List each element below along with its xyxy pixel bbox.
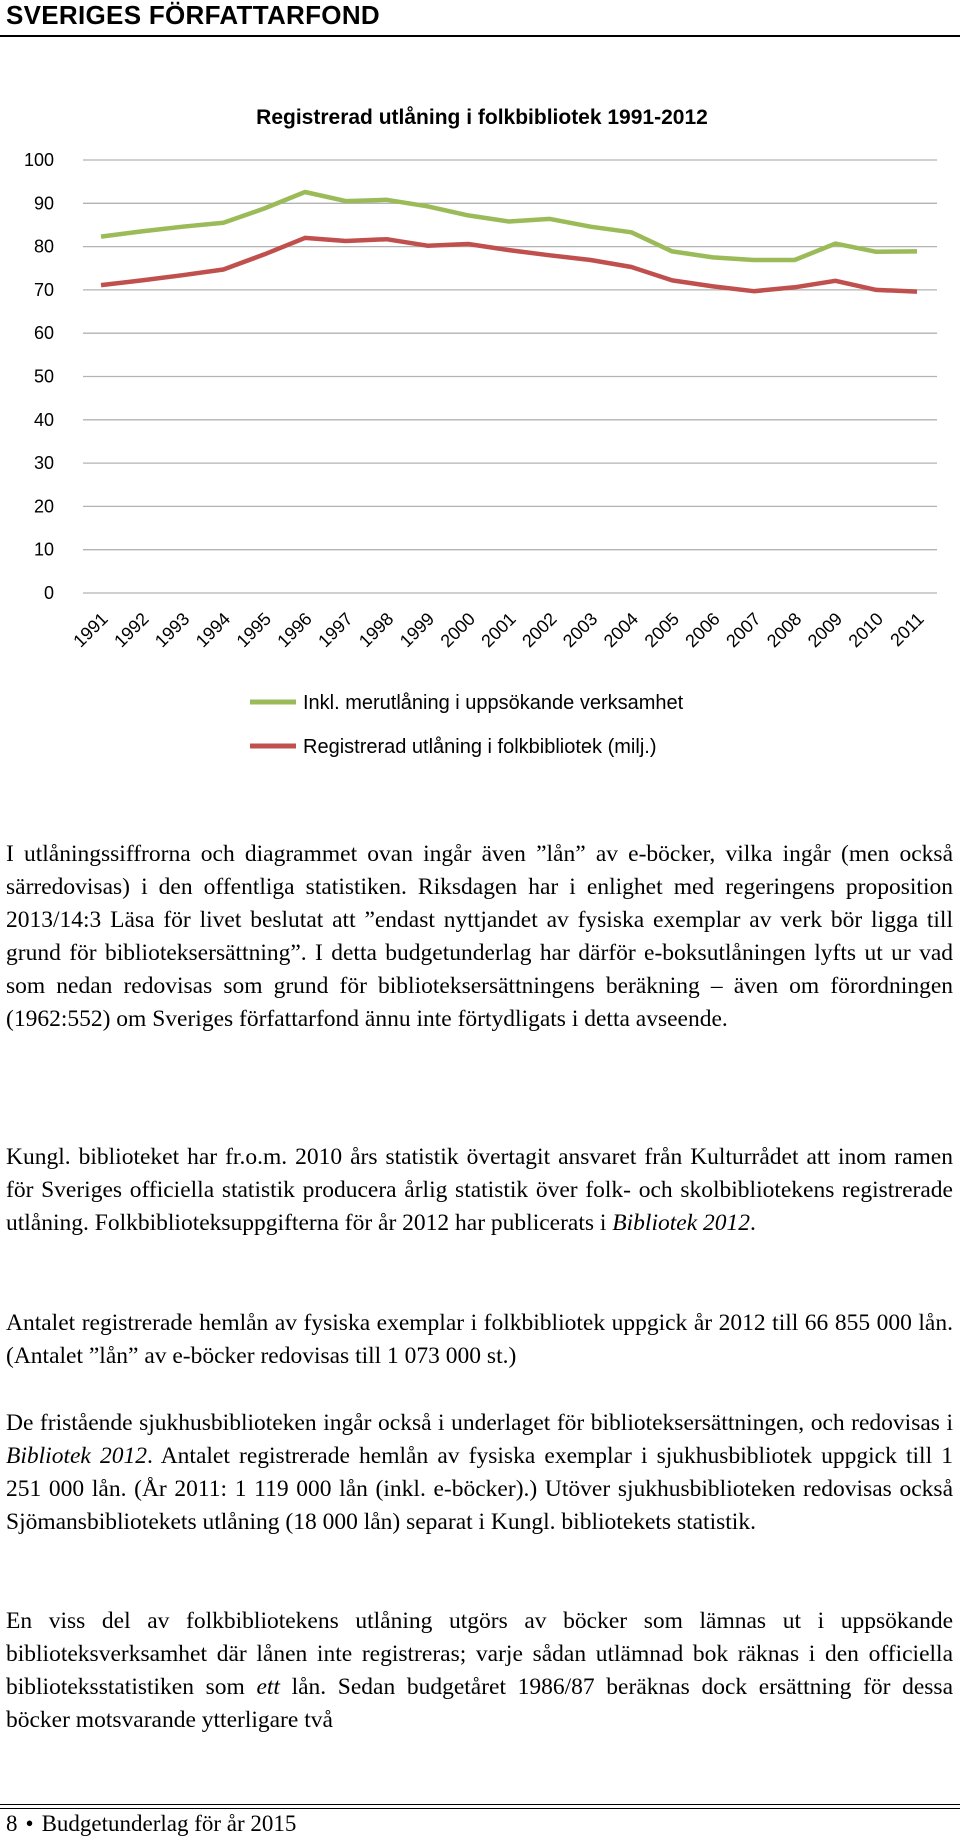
p3-text: Antalet registrerade hemlån av fysiska exemplar i folkbibliotek uppgick år 2012 till 66 855 000 lån. (Antalet ”lån” av e-böcker redovisas till 1 073 000 st.) [6,1310,953,1369]
x-tick-label: 1992 [110,608,153,652]
x-tick-label: 1993 [150,608,194,652]
paragraph-e-books-text: I utlåningssiffrorna och diagrammet ovan ingår även ”lån” av e-böcker, vilka ingår (men också särredovisas) i den offentliga statistiken. Riksdagen har i enlighet med regeringens proposition 2013/14:3 Läsa för livet beslutat att ”endast nyttjandet av fysiska exemplar av verk bör ligga till grund för biblioteksersättning”. I detta budgetunderlag har därför e-boksutlåningen lyfts ut ur vad som nedan redovisas som grund för biblioteksersättningens beräkning – även om förordningen (1962:552) om Sveriges författarfond ännu inte förtydligats i detta avseende. [6,841,953,1032]
p2-text-b: . [750,1210,756,1236]
footer-rule-top [0,1804,960,1805]
page-number: 8 [6,1811,18,1836]
p4-italic-title: Bibliotek 2012 [6,1443,147,1469]
x-tick-label: 2008 [762,608,806,652]
x-tick-label: 2006 [681,608,724,652]
chart-legend [250,692,684,758]
header-rule [0,35,960,37]
y-tick-label: 70 [33,279,54,300]
y-tick-label: 80 [33,236,54,257]
y-tick-label: 50 [33,366,54,387]
footer-text: Budgetunderlag för år 2015 [41,1811,297,1836]
x-tick-label: 2005 [640,608,684,652]
paragraph-e-books [6,838,953,1036]
x-tick-label: 1998 [354,608,398,652]
x-tick-label: 2000 [436,608,480,652]
x-tick-label: 2001 [477,608,520,652]
p5-text-a: En viss del av folkbibliotekens utlåning utgörs av böcker som lämnas ut i uppsökande biblioteksverksamhet där lånen inte registreras; varje sådan utlämnad bok räknas i den officiella biblioteksstatistiken som [6,1608,953,1700]
legend-label-merutlaning: Inkl. merutlåning i uppsökande verksamhet [303,692,684,714]
page-footer [6,1811,296,1837]
x-tick-label: 1991 [69,608,112,652]
x-tick-label: 2011 [886,608,928,651]
x-tick-label: 2009 [803,608,847,652]
series-lines [101,192,917,292]
y-tick-label: 90 [33,193,54,214]
y-tick-label: 10 [33,539,54,560]
document-header: SVERIGES FÖRFATTARFOND [6,0,380,30]
y-tick-label: 30 [33,453,54,474]
y-tick-label: 0 [43,583,54,603]
footer-rule-bottom [0,1808,960,1809]
p5-italic-word: ett [256,1674,280,1700]
paragraph-sjukhusbibliotek [6,1407,953,1539]
x-tick-label: 2002 [518,608,561,652]
p2-italic-title: Bibliotek 2012 [612,1210,751,1236]
paragraph-kungl-biblioteket [6,1141,953,1240]
line-chart [0,90,960,780]
x-tick-label: 1999 [395,608,439,652]
x-tick-label: 2007 [722,608,765,652]
paragraph-uppsokande [6,1605,953,1737]
p5-text-b: lån. Sedan budgetåret 1986/87 beräknas dock ersättning för dessa böcker motsvarande ytterligare två [6,1674,953,1733]
x-tick-label: 2003 [558,608,602,652]
p4-text-b: . Antalet registrerade hemlån av fysiska exemplar i sjukhusbibliotek uppgick till 1 251 000 lån. (År 2011: 1 119 000 lån (inkl. e-böcker).) Utöver sjukhusbiblioteken redovisas också Sjömansbibliotekets utlåning (18 000 lån) separat i Kungl. bibliotekets statistik. [6,1443,953,1535]
x-tick-label: 1995 [232,608,276,652]
chart-title: Registrerad utlåning i folkbibliotek 1991-2012 [256,106,708,129]
y-axis-ticks [24,150,54,603]
legend-label-registrerad: Registrerad utlåning i folkbibliotek (milj.) [303,736,657,758]
x-tick-label: 1994 [191,608,235,652]
x-tick-label: 2010 [844,608,888,652]
y-tick-label: 60 [33,323,54,344]
p2-text-a: Kungl. biblioteket har fr.o.m. 2010 års statistik övertagit ansvaret från Kulturrådet att inom ramen för Sveriges officiella statistik producera årlig statistik över folk- och skolbibliotekens registrerade utlåning. Folkbiblioteksuppgifterna för år 2012 har publicerats i [6,1144,953,1236]
p4-text-a: De fristående sjukhusbiblioteken ingår också i underlaget för biblioteksersättningen, och redovisas i [6,1410,953,1436]
paragraph-hemlan [6,1307,953,1373]
footer-bullet: • [25,1811,34,1836]
y-tick-label: 100 [23,150,54,170]
x-axis-ticks [69,609,927,651]
x-tick-label: 1996 [273,608,316,652]
y-tick-label: 20 [33,496,54,517]
x-tick-label: 1997 [314,608,357,652]
y-tick-label: 40 [33,409,54,430]
x-tick-label: 2004 [599,608,643,652]
